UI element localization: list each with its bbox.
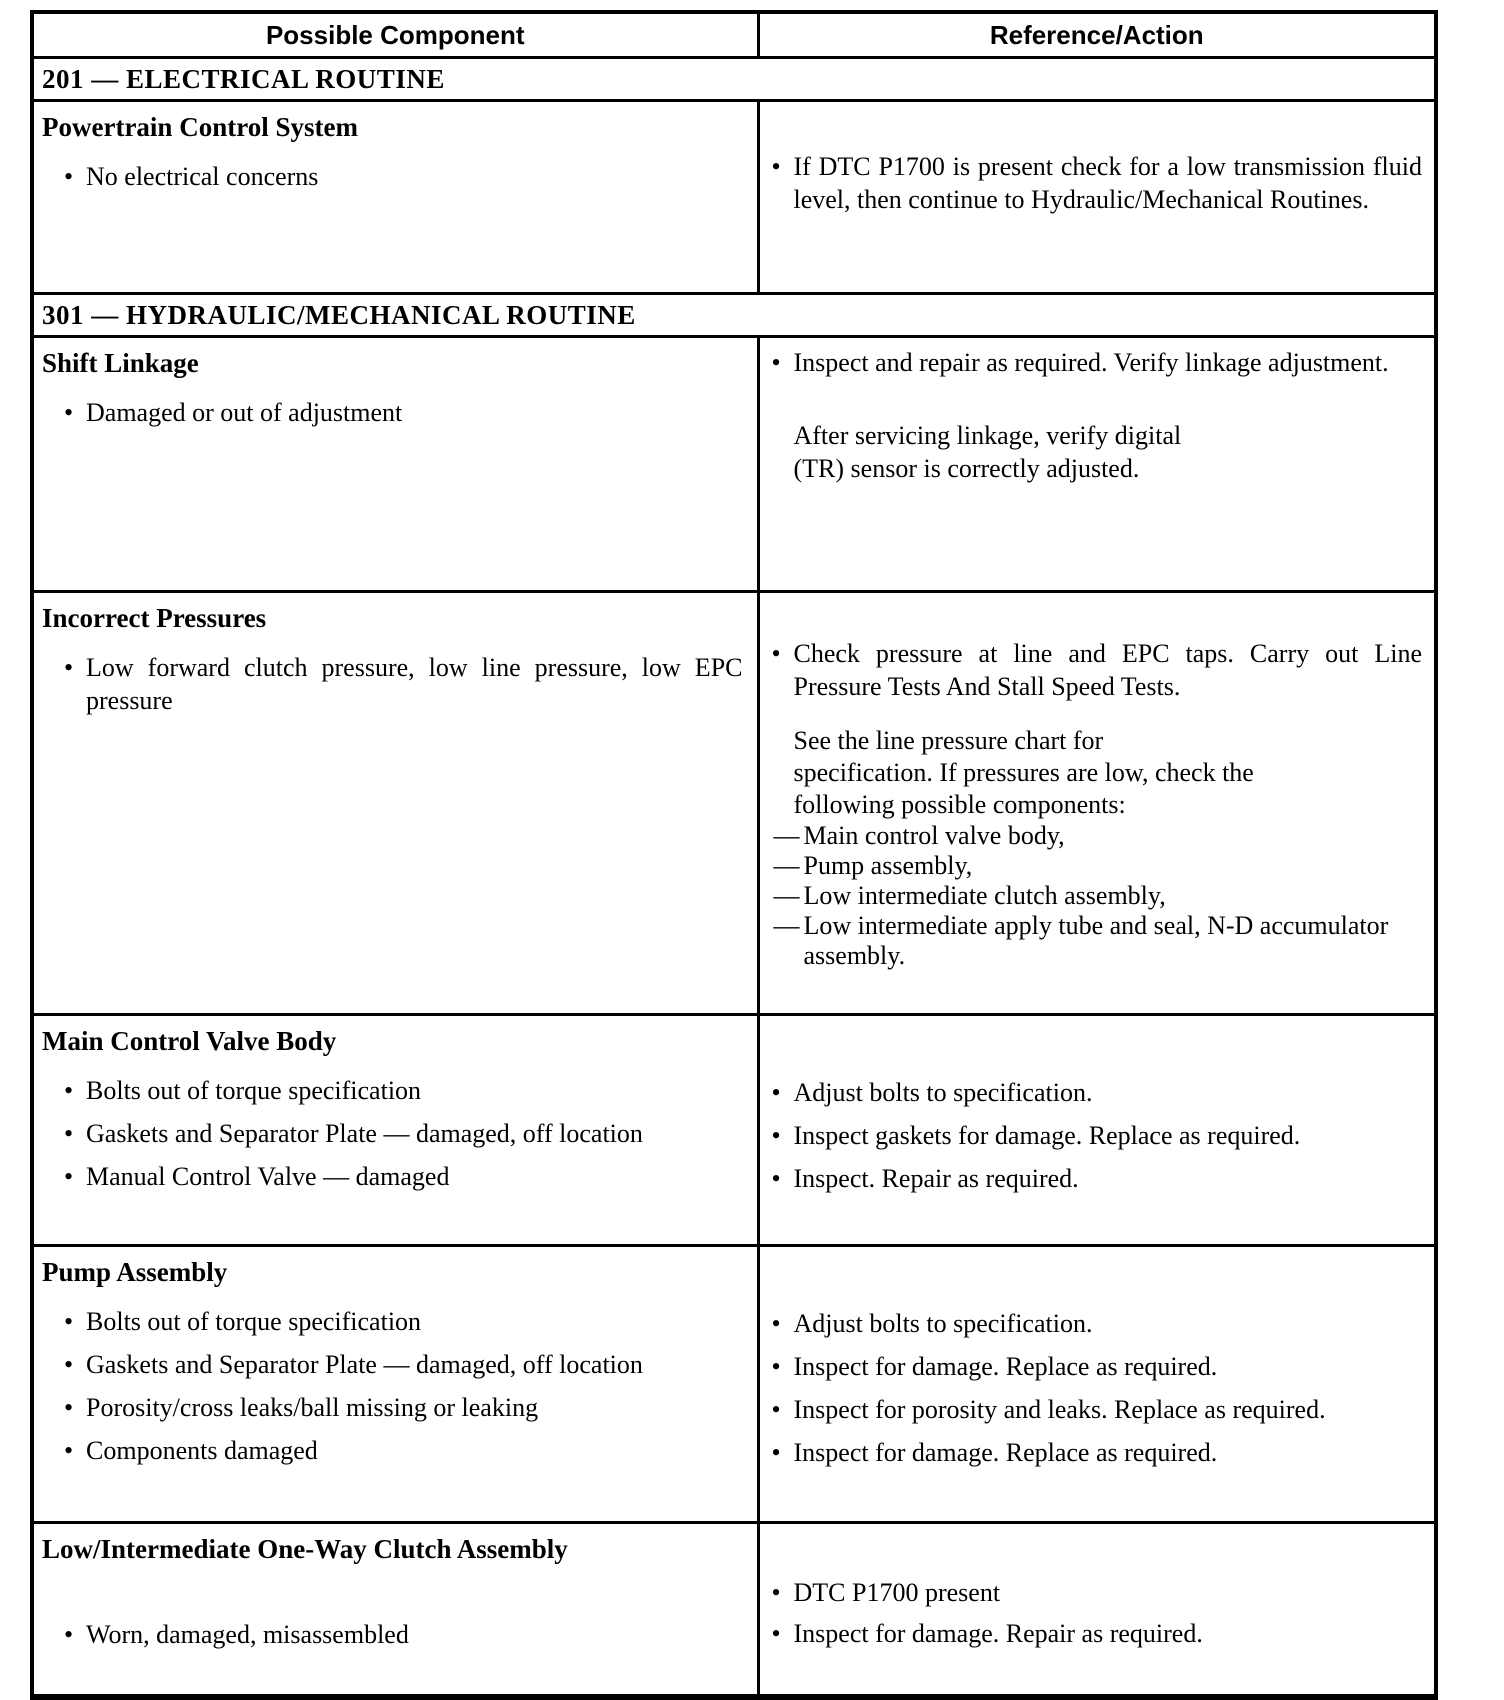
bullet-item: [64, 1074, 747, 1107]
bullet-text: Worn, damaged, misassembled: [86, 1620, 409, 1649]
bullet-text: Inspect gaskets for damage. Replace as required.: [793, 1121, 1301, 1150]
bullet-text: Check pressure at line and EPC taps. Carry out Line Pressure Tests And Stall Speed Tests.: [793, 639, 1422, 701]
dash-list: [770, 821, 1427, 971]
bullet-item: [772, 1076, 1427, 1109]
bullet-text: Inspect and repair as required. Verify linkage adjustment.: [793, 348, 1389, 377]
bullet-icon: •: [771, 1352, 781, 1381]
action-cell: [758, 1523, 1436, 1698]
component-heading: Incorrect Pressures: [42, 603, 267, 633]
dash-icon: —: [773, 851, 800, 880]
bullet-text: Inspect for porosity and leaks. Replace as required.: [793, 1395, 1326, 1424]
bullet-text: If DTC P1700 is present check for a low transmission fluid level, then continue to Hydraulic/Mechanical Routines.: [793, 152, 1422, 214]
bullet-icon: •: [771, 1078, 781, 1107]
table-row: [32, 101, 1436, 294]
bullet-text: Bolts out of torque specification: [86, 1307, 422, 1336]
bullet-text: Bolts out of torque specification: [86, 1076, 422, 1105]
table-row: [32, 1015, 1436, 1246]
bullet-text: No electrical concerns: [86, 162, 319, 191]
bullet-text: Gaskets and Separator Plate — damaged, off location: [86, 1119, 643, 1148]
action-cell: [758, 101, 1436, 294]
bullet-icon: •: [64, 1350, 74, 1379]
bullet-icon: •: [771, 1121, 781, 1150]
note-line: After servicing linkage, verify digital: [793, 421, 1182, 450]
action-cell: [758, 337, 1436, 592]
bullet-item: [64, 160, 747, 193]
dash-icon: —: [773, 911, 800, 940]
bullet-item: [64, 1348, 747, 1381]
bullet-text: Inspect for damage. Replace as required.: [793, 1352, 1218, 1381]
action-cell: [758, 592, 1436, 1015]
note-line: following possible components:: [793, 790, 1126, 819]
bullet-item: [772, 1350, 1427, 1383]
table-row: [32, 1523, 1436, 1698]
dash-item-text: Low intermediate apply tube and seal, N-D accumulator assembly.: [803, 911, 1389, 970]
note-paragraph: [794, 725, 1427, 821]
bullet-item: [772, 346, 1427, 379]
bullet-text: Low forward clutch pressure, low line pressure, low EPC pressure: [86, 653, 743, 715]
bullet-icon: •: [64, 398, 74, 427]
note-line: See the line pressure chart for: [793, 726, 1104, 755]
bullet-icon: •: [64, 1393, 74, 1422]
table-row: [32, 592, 1436, 1015]
bullet-item: [772, 1436, 1427, 1469]
bullet-text: Damaged or out of adjustment: [86, 398, 403, 427]
bullet-item: [64, 1618, 747, 1651]
note-line: (TR) sensor is correctly adjusted.: [793, 454, 1140, 483]
action-cell: [758, 1246, 1436, 1523]
bullet-item: [772, 1162, 1427, 1195]
bullet-item: [64, 1160, 747, 1193]
bullet-icon: •: [64, 653, 74, 682]
bullet-icon: •: [771, 152, 781, 181]
bullet-icon: •: [64, 162, 74, 191]
dash-item-text: Low intermediate clutch assembly,: [803, 881, 1166, 910]
note-line: specification. If pressures are low, check the: [793, 758, 1254, 787]
routine-band-row: [32, 294, 1436, 337]
component-cell: [32, 1523, 758, 1698]
bullet-icon: •: [64, 1119, 74, 1148]
table-header-row: [32, 12, 1436, 58]
bullet-icon: •: [771, 1619, 781, 1648]
bullet-text: Gaskets and Separator Plate — damaged, off location: [86, 1350, 643, 1379]
bullet-item: [64, 396, 747, 429]
component-heading: Low/Intermediate One-Way Clutch Assembly: [42, 1534, 568, 1564]
component-cell: [32, 1015, 758, 1246]
dash-item: [774, 911, 1427, 971]
bullet-text: Components damaged: [86, 1436, 318, 1465]
bullet-item: [64, 651, 747, 717]
routine-band-row: [32, 58, 1436, 101]
bullet-text: Adjust bolts to specification.: [793, 1078, 1093, 1107]
bullet-text: Adjust bolts to specification.: [793, 1309, 1093, 1338]
bullet-text: Porosity/cross leaks/ball missing or leaking: [86, 1393, 539, 1422]
bullet-icon: •: [64, 1307, 74, 1336]
dash-item-text: Pump assembly,: [803, 851, 973, 880]
bullet-item: [772, 1576, 1427, 1609]
component-heading: Shift Linkage: [42, 348, 199, 378]
bullet-item: [64, 1117, 747, 1150]
bullet-item: [64, 1305, 747, 1338]
bullet-text: Inspect for damage. Repair as required.: [793, 1619, 1203, 1648]
bullet-icon: •: [771, 1438, 781, 1467]
bullet-icon: •: [771, 639, 781, 668]
component-cell: [32, 337, 758, 592]
bullet-item: [772, 637, 1427, 703]
bullet-icon: •: [771, 1309, 781, 1338]
bullet-icon: •: [64, 1620, 74, 1649]
dash-item: [774, 851, 1427, 881]
component-cell: [32, 1246, 758, 1523]
component-heading: Pump Assembly: [42, 1257, 228, 1287]
bullet-text: Manual Control Valve — damaged: [86, 1162, 450, 1191]
dash-icon: —: [773, 881, 800, 910]
bullet-icon: •: [64, 1436, 74, 1465]
column-header-reference-action: Reference/Action: [758, 12, 1436, 58]
diagnostic-routine-table: [30, 10, 1438, 1700]
bullet-item: [64, 1434, 747, 1467]
component-cell: [32, 592, 758, 1015]
table-row: [32, 1246, 1436, 1523]
bullet-text: DTC P1700 present: [793, 1578, 1001, 1607]
component-heading: Powertrain Control System: [42, 112, 358, 142]
bullet-text: Inspect for damage. Replace as required.: [793, 1438, 1218, 1467]
column-header-possible-component: Possible Component: [32, 12, 758, 58]
dash-item: [774, 821, 1427, 851]
bullet-icon: •: [64, 1076, 74, 1105]
bullet-item: [772, 1119, 1427, 1152]
dash-item-text: Main control valve body,: [803, 821, 1065, 850]
dash-icon: —: [773, 821, 800, 850]
routine-heading-201: 201 — ELECTRICAL ROUTINE: [32, 58, 1436, 101]
bullet-item: [64, 1391, 747, 1424]
component-heading: Main Control Valve Body: [42, 1026, 337, 1056]
bullet-item: [772, 150, 1427, 216]
component-cell: [32, 101, 758, 294]
bullet-icon: •: [771, 348, 781, 377]
dash-item: [774, 881, 1427, 911]
bullet-icon: •: [771, 1164, 781, 1193]
bullet-item: [772, 1617, 1427, 1650]
table-row: [32, 337, 1436, 592]
bullet-icon: •: [771, 1395, 781, 1424]
bullet-icon: •: [64, 1162, 74, 1191]
note-paragraph: [794, 419, 1427, 485]
bullet-item: [772, 1393, 1427, 1426]
bullet-text: Inspect. Repair as required.: [793, 1164, 1079, 1193]
routine-heading-301: 301 — HYDRAULIC/MECHANICAL ROUTINE: [32, 294, 1436, 337]
action-cell: [758, 1015, 1436, 1246]
bullet-item: [772, 1307, 1427, 1340]
bullet-icon: •: [771, 1578, 781, 1607]
